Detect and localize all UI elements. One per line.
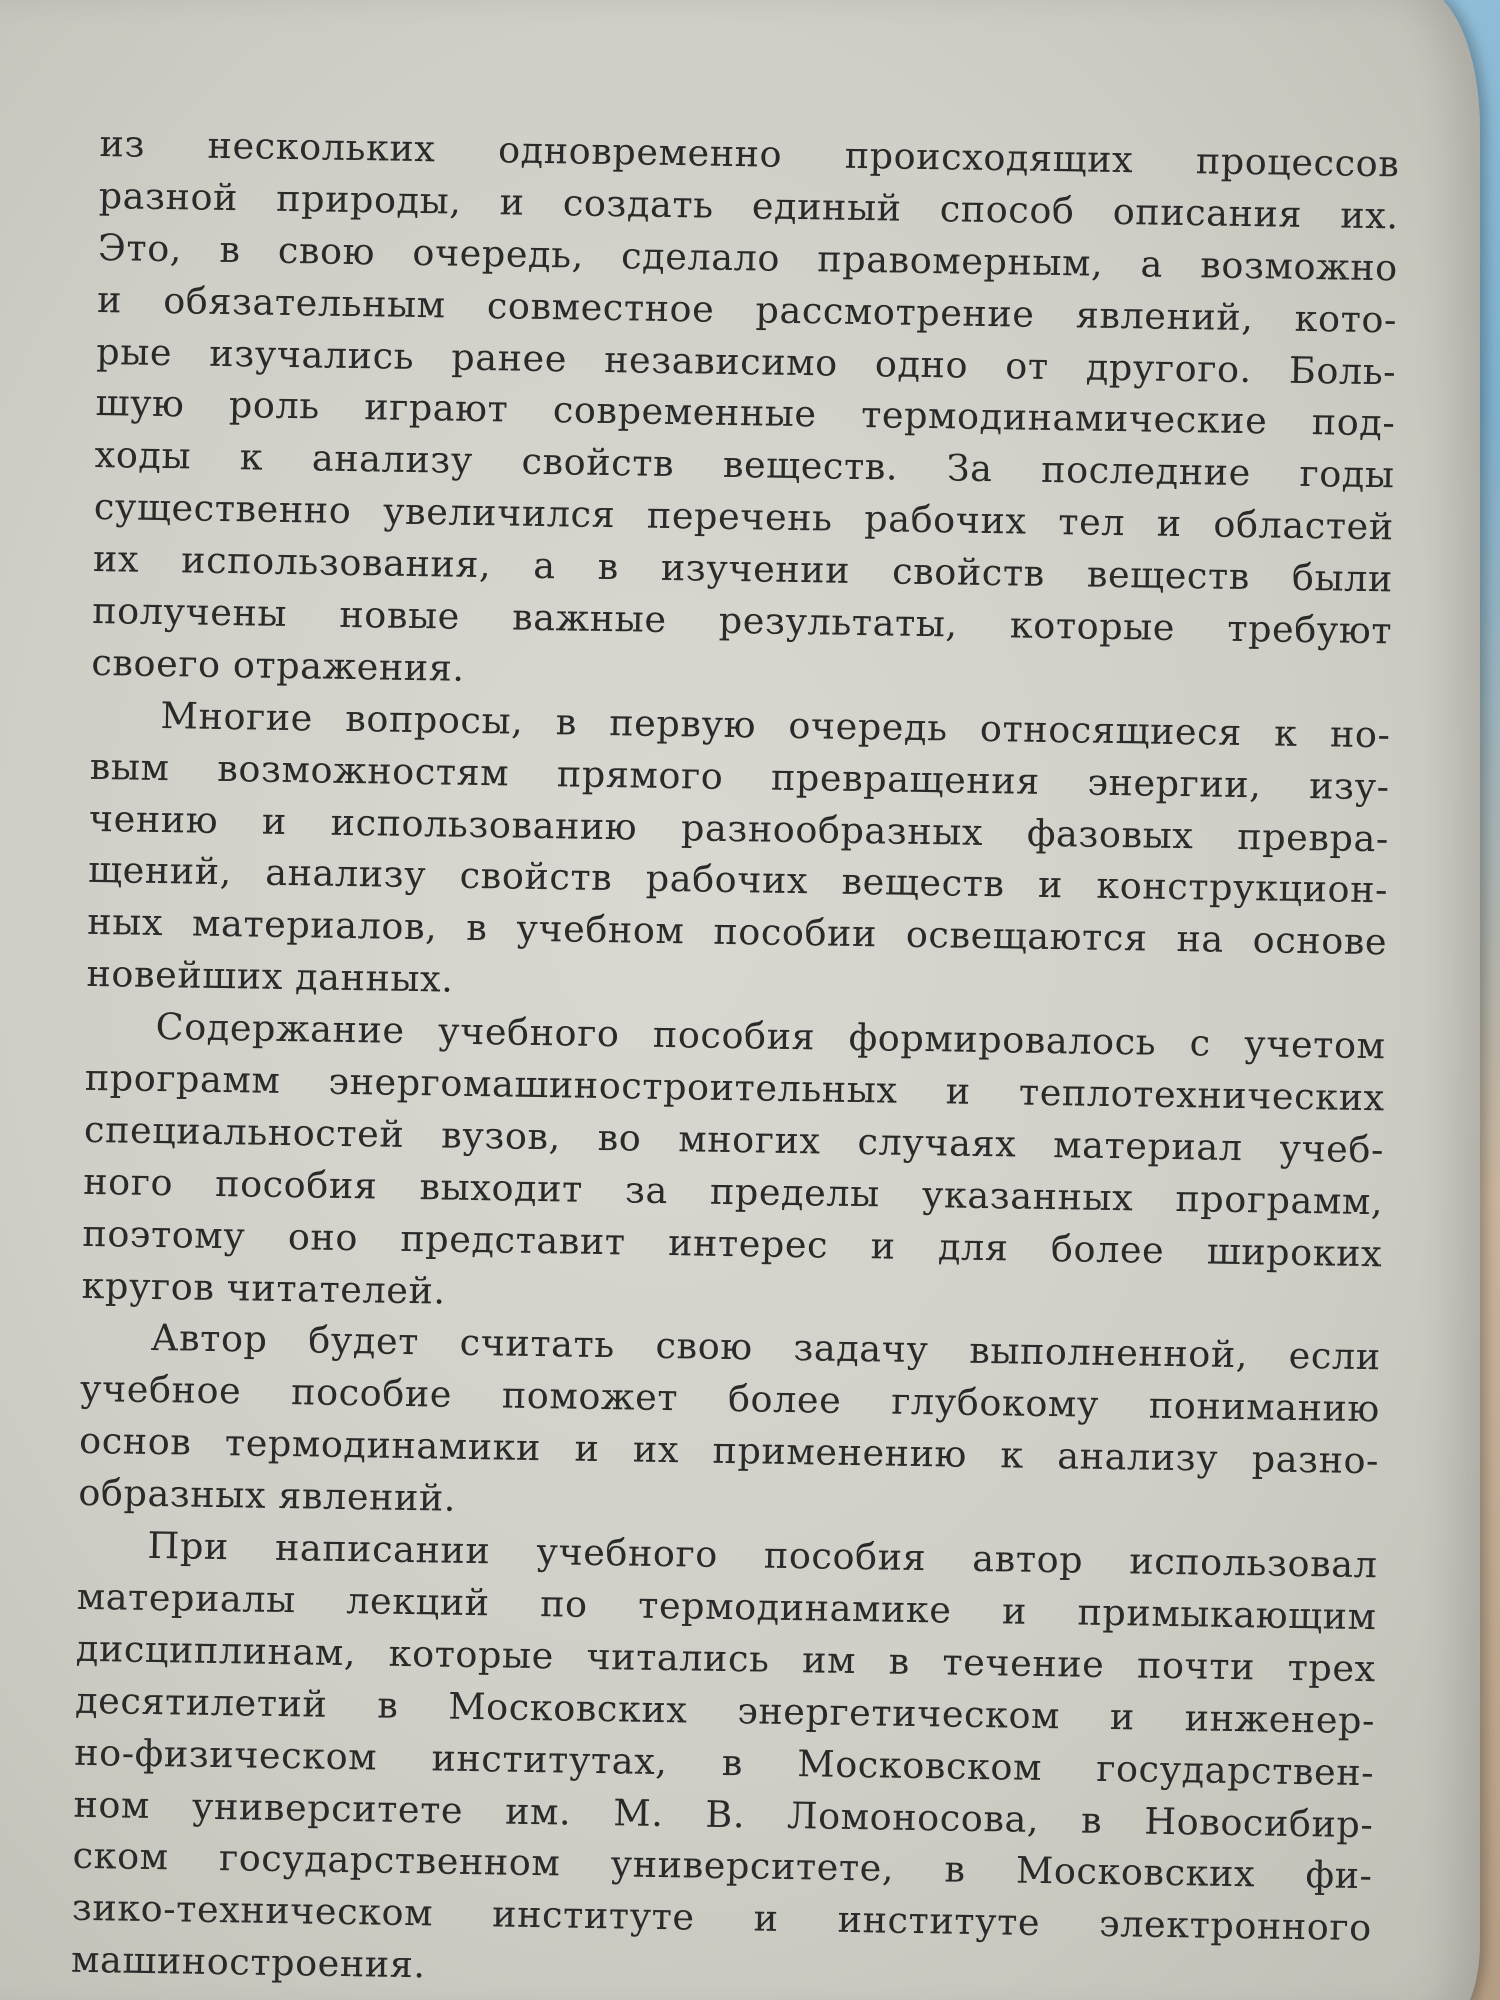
- text-line: При написании учебного пособия автор использовал: [147, 1523, 1378, 1587]
- text-line: но-физическом институтах, в Московском государствен-: [73, 1730, 1375, 1794]
- text-line: из нескольких одновременно происходящих процессов: [99, 121, 1400, 186]
- text-line: материалы лекций по термодинамике и примыкающим: [76, 1574, 1377, 1639]
- text-line: ходы к анализу свойств веществ. За последние годы: [94, 433, 1395, 497]
- text-line: кругов читателей.: [81, 1263, 446, 1313]
- text-line: своего отражения.: [91, 640, 465, 690]
- paragraph-3: [81, 1000, 1386, 1332]
- text-line: рые изучались ранее независимо одно от другого. Боль-: [96, 329, 1397, 393]
- text-line: разной природы, и создать единый способ описания их.: [98, 173, 1399, 238]
- text-line: дисциплинам, которые читались им в течение почти трех: [75, 1626, 1377, 1691]
- text-line: программ энергомашиностроительных и теплотехнических: [84, 1055, 1386, 1120]
- text-line: учебное пособие поможет более глубокому пониманию: [79, 1367, 1381, 1431]
- text-line: новейших данных.: [86, 952, 454, 1001]
- text-line: существенно увеличился перечень рабочих тел и областей: [93, 485, 1395, 549]
- text-line: получены новые важные результаты, которые требуют: [91, 588, 1393, 653]
- text-line: чению и использованию разнообразных фазовых превра-: [88, 796, 1390, 860]
- paragraph-1: [91, 118, 1400, 709]
- text-line: десятилетий в Московских энергетическом и инженер-: [74, 1678, 1376, 1742]
- text-line: ного пособия выходит за пределы указанных программ,: [82, 1159, 1384, 1224]
- text-line: ных материалов, в учебном пособии освещаются на основе: [87, 900, 1388, 964]
- text-line: ском государственном университете, в Московских фи-: [72, 1834, 1373, 1898]
- text-line: ном университете им. М. В. Ломоносова, в Новосибир-: [73, 1782, 1374, 1846]
- text-line: зико-техническом институте и институте электронного: [71, 1886, 1373, 1950]
- paragraph-5: [71, 1519, 1378, 2000]
- body-text: [71, 118, 1400, 2000]
- text-line: Это, в свою очередь, сделало правомерным, а возможно: [97, 225, 1399, 290]
- text-line: поэтому оно представит интерес и для более широких: [82, 1211, 1383, 1275]
- paragraph-4: [78, 1311, 1381, 1539]
- text-line: Содержание учебного пособия формировалось с учетом: [155, 1005, 1386, 1068]
- text-line: их использования, а в изучении свойств веществ были: [92, 537, 1394, 601]
- text-line: и обязательным совместное рассмотрение явлений, кото-: [96, 277, 1398, 342]
- text-line: Многие вопросы, в первую очередь относящиеся к но-: [160, 693, 1391, 757]
- text-line: щений, анализу свойств рабочих веществ и конструкцион-: [87, 848, 1389, 912]
- text-line: машиностроения.: [70, 1937, 426, 1987]
- text-line: вым возможностям прямого превращения энергии, изу-: [89, 744, 1390, 809]
- text-line: основ термодинамики и их применению к анализу разно-: [78, 1419, 1380, 1483]
- paragraph-2: [86, 689, 1391, 1021]
- text-line: образных явлений.: [78, 1470, 457, 1520]
- text-line: специальностей вузов, во многих случаях материал учеб-: [83, 1107, 1385, 1172]
- text-line: шую роль играют современные термодинамические под-: [95, 381, 1396, 445]
- text-line: Автор будет считать свою задачу выполненной, если: [150, 1316, 1382, 1379]
